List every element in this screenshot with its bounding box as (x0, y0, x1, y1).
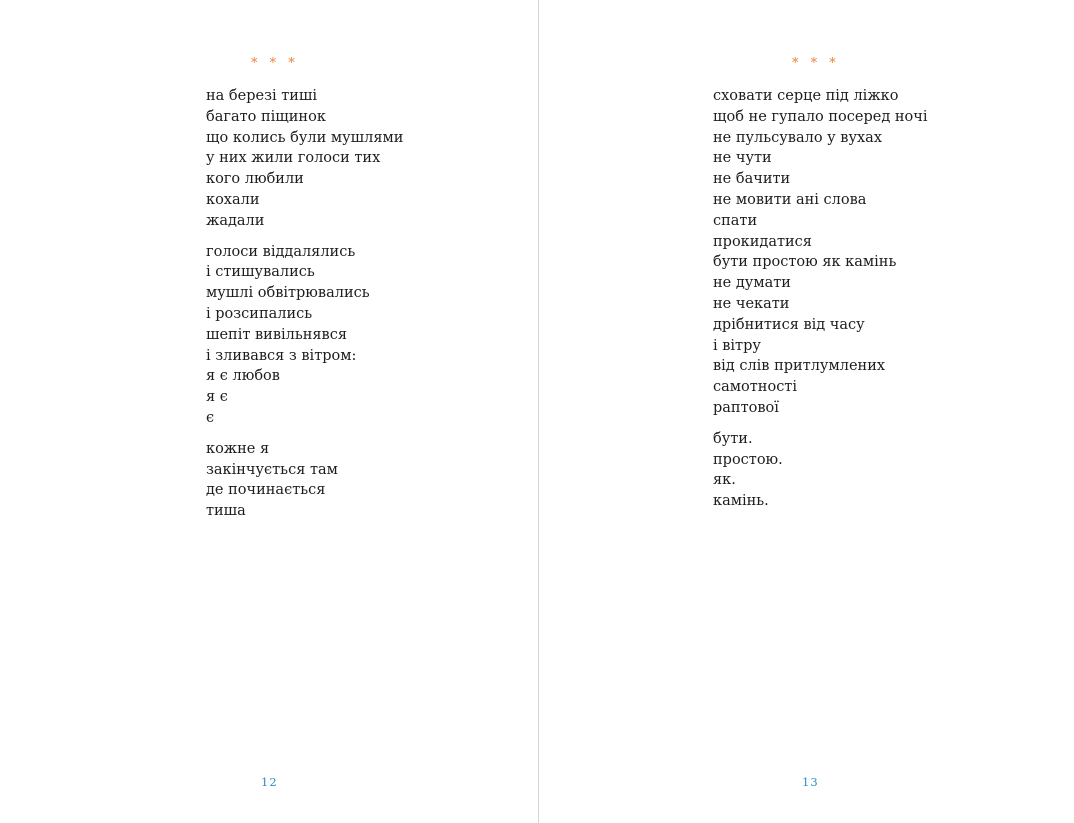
poem-line: тиша (206, 503, 246, 520)
poem-line: як. (713, 472, 736, 489)
page-number: 12 (261, 775, 278, 789)
poem-line: і зливався з вітром: (206, 347, 357, 364)
poem-line: бути простою як камінь (713, 254, 897, 271)
poem (206, 86, 403, 532)
poem-line: не думати (713, 275, 791, 292)
poem-line: є (206, 409, 215, 426)
poem-line: кожне я (206, 440, 270, 457)
poem-line: на березі тиші (206, 88, 318, 104)
stanza (206, 242, 403, 429)
poem-line: де починається (206, 482, 326, 499)
poem-line: не чути (713, 150, 772, 167)
poem-line: закінчується там (206, 461, 338, 478)
right-page (539, 0, 1074, 823)
section-ornament: * * * (792, 56, 840, 71)
poem-line: не чекати (713, 295, 790, 312)
poem-line: спати (713, 212, 758, 229)
section-ornament: * * * (251, 56, 299, 71)
stanza (206, 439, 403, 522)
poem-line: жадали (206, 212, 265, 229)
poem-line: камінь. (713, 493, 769, 510)
poem-line: що колись були мушлями (206, 129, 404, 146)
stanza (713, 86, 928, 419)
poem-line: дрібнитися від часу (713, 316, 865, 333)
poem-line: щоб не гупало посеред ночі (713, 108, 928, 125)
poem-line: не бачити (713, 171, 791, 188)
poem-line: у них жили голоси тих (206, 150, 381, 167)
stanza (206, 86, 403, 232)
poem-line: я є (206, 389, 228, 406)
poem-line: і вітру (713, 337, 761, 354)
poem-line: кохали (206, 191, 260, 208)
poem-line: самотності (713, 379, 797, 396)
poem-line: кого любили (206, 171, 304, 188)
poem-line: мушлі обвітрювались (206, 285, 370, 302)
poem-line: багато піщинок (206, 108, 326, 125)
poem-line: шепіт вивільнявся (206, 326, 347, 343)
poem-line: голоси віддалялись (206, 243, 356, 260)
poem (713, 86, 928, 522)
poem-line: прокидатися (713, 233, 812, 250)
poem-line: простою. (713, 451, 783, 468)
poem-line: сховати серце під ліжко (713, 88, 899, 104)
poem-line: не мовити ані слова (713, 191, 867, 208)
poem-line: бути. (713, 430, 753, 447)
poem-line: від слів притлумлених (713, 358, 886, 375)
poem-line: і стишувались (206, 264, 315, 281)
poem-line: не пульсувало у вухах (713, 129, 883, 146)
poem-line: раптової (713, 399, 779, 416)
stanza (713, 429, 928, 512)
poem-line: я є любов (206, 368, 280, 385)
poem-line: і розсипались (206, 305, 313, 322)
page-number: 13 (802, 775, 819, 789)
